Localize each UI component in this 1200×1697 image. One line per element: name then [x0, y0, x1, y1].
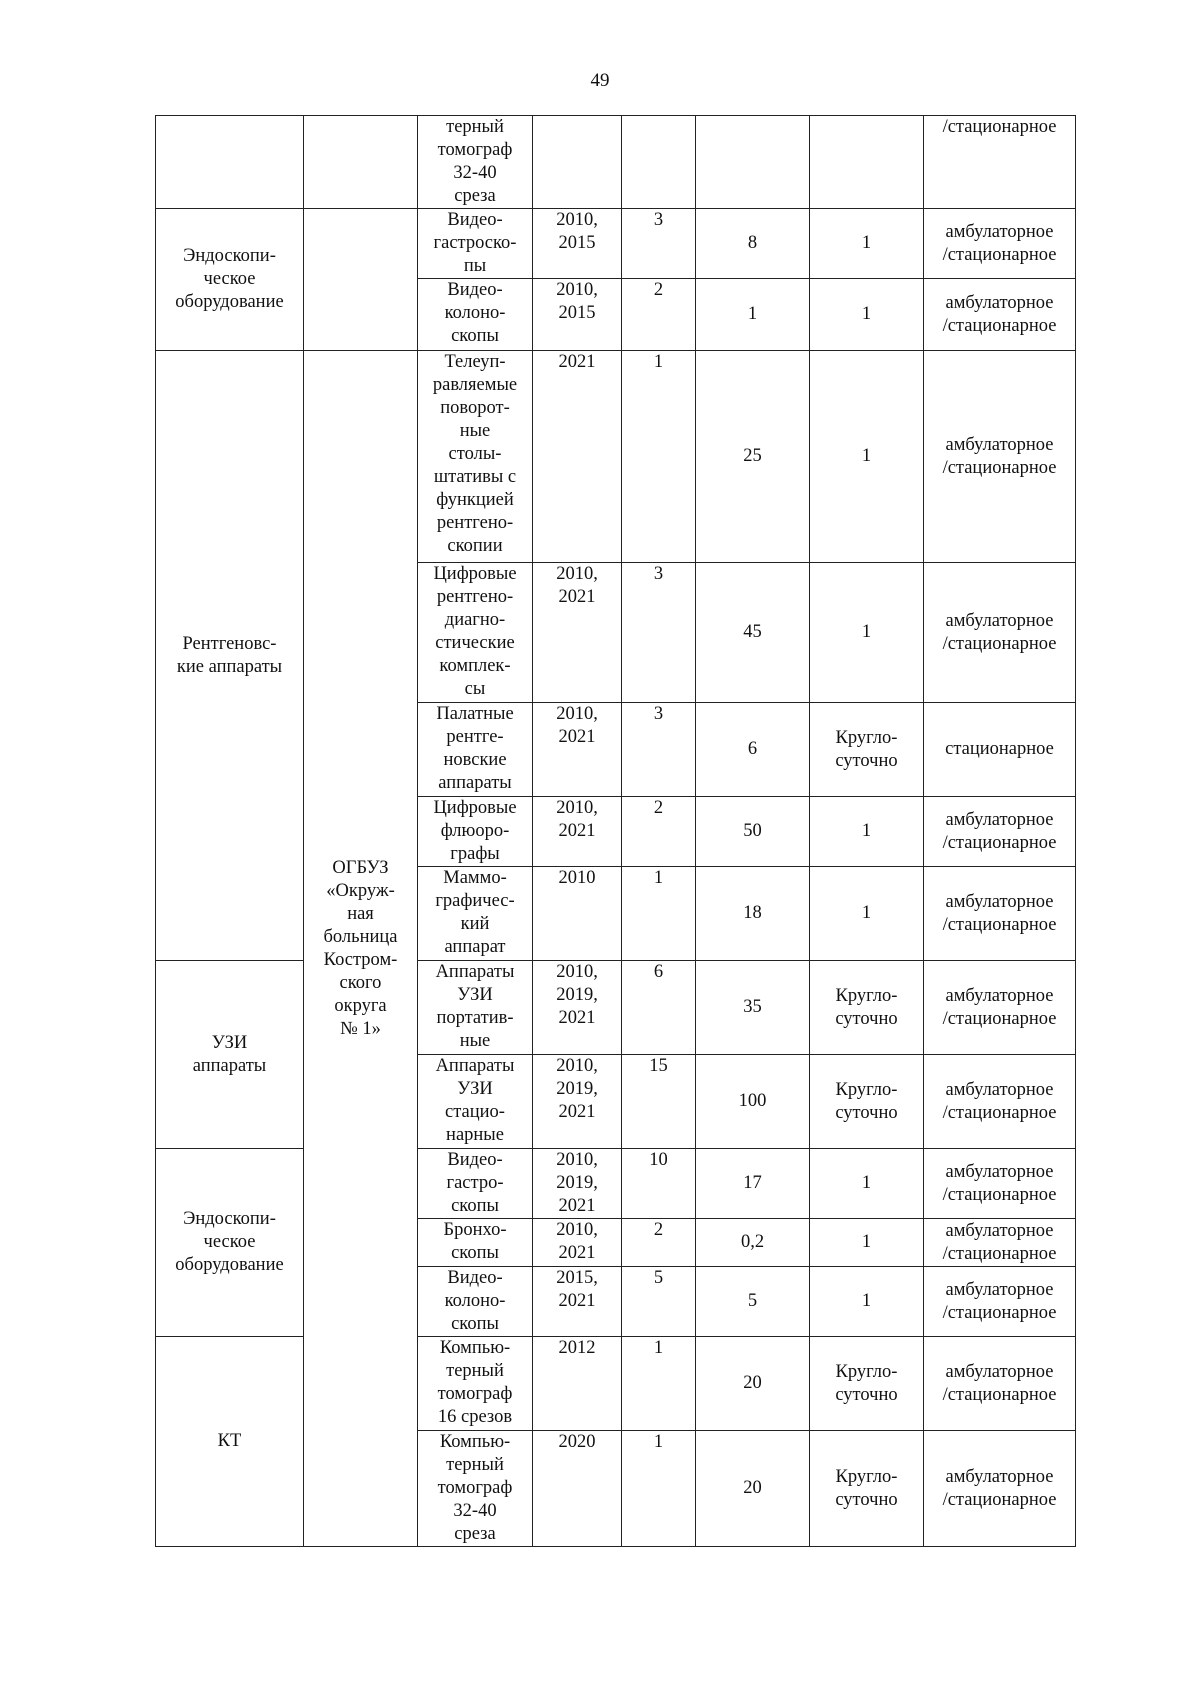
equipment-name: Цифровые флюоро- графы: [418, 797, 533, 867]
equipment-years: 2015, 2021: [533, 1267, 622, 1337]
equipment-load: 6: [696, 703, 810, 797]
equipment-name: Видео- гастро- скопы: [418, 1149, 533, 1219]
equipment-mode: амбулаторное /стационарное: [924, 209, 1076, 279]
equipment-load: 25: [696, 351, 810, 563]
equipment-count: 3: [622, 563, 696, 703]
table-row: [156, 209, 1076, 279]
equipment-load: 8: [696, 209, 810, 279]
equipment-mode: /стационарное: [924, 116, 1076, 209]
equipment-load: 45: [696, 563, 810, 703]
table-row: [156, 961, 1076, 1055]
equipment-load: 18: [696, 867, 810, 961]
equipment-name: Аппараты УЗИ портатив- ные: [418, 961, 533, 1055]
equipment-name: Видео- гастроско- пы: [418, 209, 533, 279]
equipment-mode: амбулаторное /стационарное: [924, 1149, 1076, 1219]
equipment-count: 2: [622, 1219, 696, 1267]
equipment-table: [155, 115, 1076, 1547]
equipment-count: 6: [622, 961, 696, 1055]
equipment-load: 100: [696, 1055, 810, 1149]
equipment-name: Цифровые рентгено- диагно- стические комплек- сы: [418, 563, 533, 703]
equipment-count: 2: [622, 797, 696, 867]
equipment-years: 2020: [533, 1431, 622, 1547]
group-endoscopy: Эндоскопи- ческое оборудование: [156, 1149, 304, 1337]
organization-cell-empty: [304, 116, 418, 209]
equipment-count: 15: [622, 1055, 696, 1149]
equipment-count: 1: [622, 1337, 696, 1431]
equipment-shift: 1: [810, 1267, 924, 1337]
equipment-shift: 1: [810, 797, 924, 867]
table-row: [156, 1337, 1076, 1431]
group-kt: КТ: [156, 1337, 304, 1547]
equipment-count: 1: [622, 1431, 696, 1547]
table-row: [156, 116, 1076, 209]
equipment-load: 17: [696, 1149, 810, 1219]
equipment-name: Видео- колоно- скопы: [418, 279, 533, 351]
equipment-years: 2010, 2015: [533, 279, 622, 351]
equipment-mode: амбулаторное /стационарное: [924, 961, 1076, 1055]
equipment-shift: 1: [810, 867, 924, 961]
equipment-years: 2010, 2021: [533, 797, 622, 867]
equipment-count: 3: [622, 703, 696, 797]
equipment-name: терный томограф 32-40 среза: [418, 116, 533, 209]
equipment-years: 2010: [533, 867, 622, 961]
equipment-mode: амбулаторное /стационарное: [924, 1219, 1076, 1267]
equipment-load: 20: [696, 1431, 810, 1547]
equipment-shift: Кругло- суточно: [810, 1431, 924, 1547]
group-endoscopy: Эндоскопи- ческое оборудование: [156, 209, 304, 351]
equipment-count: [622, 116, 696, 209]
equipment-load: [696, 116, 810, 209]
equipment-count: 5: [622, 1267, 696, 1337]
equipment-name: Компью- терный томограф 32-40 среза: [418, 1431, 533, 1547]
equipment-years: 2010, 2021: [533, 563, 622, 703]
equipment-name: Палатные рентге- новские аппараты: [418, 703, 533, 797]
equipment-years: 2021: [533, 351, 622, 563]
group-xray: Рентгеновс- кие аппараты: [156, 351, 304, 961]
equipment-name: Бронхо- скопы: [418, 1219, 533, 1267]
equipment-shift: 1: [810, 279, 924, 351]
equipment-name: Компью- терный томограф 16 срезов: [418, 1337, 533, 1431]
equipment-name: Аппараты УЗИ стацио- нарные: [418, 1055, 533, 1149]
equipment-shift: 1: [810, 1219, 924, 1267]
equipment-years: 2010, 2019, 2021: [533, 1055, 622, 1149]
equipment-mode: амбулаторное /стационарное: [924, 1055, 1076, 1149]
equipment-years: 2010, 2019, 2021: [533, 1149, 622, 1219]
equipment-years: [533, 116, 622, 209]
equipment-count: 3: [622, 209, 696, 279]
equipment-load: 20: [696, 1337, 810, 1431]
equipment-shift: Кругло- суточно: [810, 703, 924, 797]
equipment-years: 2010, 2021: [533, 703, 622, 797]
group-uzi: УЗИ аппараты: [156, 961, 304, 1149]
equipment-name: Маммо- графичес- кий аппарат: [418, 867, 533, 961]
equipment-count: 1: [622, 351, 696, 563]
equipment-years: 2010, 2019, 2021: [533, 961, 622, 1055]
equipment-load: 35: [696, 961, 810, 1055]
equipment-shift: 1: [810, 563, 924, 703]
equipment-years: 2012: [533, 1337, 622, 1431]
equipment-shift: [810, 116, 924, 209]
equipment-mode: амбулаторное /стационарное: [924, 797, 1076, 867]
equipment-shift: 1: [810, 351, 924, 563]
equipment-name: Видео- колоно- скопы: [418, 1267, 533, 1337]
equipment-mode: амбулаторное /стационарное: [924, 279, 1076, 351]
equipment-load: 50: [696, 797, 810, 867]
equipment-name: Телеуп- равляемые поворот- ные столы- штативы с функцией рентгено- скопии: [418, 351, 533, 563]
equipment-load: 1: [696, 279, 810, 351]
page-number: 49: [590, 70, 610, 91]
equipment-shift: Кругло- суточно: [810, 1055, 924, 1149]
equipment-count: 2: [622, 279, 696, 351]
equipment-mode: амбулаторное /стационарное: [924, 1337, 1076, 1431]
equipment-mode: стационарное: [924, 703, 1076, 797]
equipment-count: 10: [622, 1149, 696, 1219]
equipment-load: 5: [696, 1267, 810, 1337]
equipment-years: 2010, 2021: [533, 1219, 622, 1267]
equipment-years: 2010, 2015: [533, 209, 622, 279]
equipment-mode: амбулаторное /стационарное: [924, 351, 1076, 563]
table-row: [156, 1149, 1076, 1219]
equipment-shift: Кругло- суточно: [810, 961, 924, 1055]
equipment-mode: амбулаторное /стационарное: [924, 1431, 1076, 1547]
group-cell-empty: [156, 116, 304, 209]
equipment-load: 0,2: [696, 1219, 810, 1267]
organization-cell-empty: [304, 209, 418, 351]
organization-name: ОГБУЗ «Окруж- ная больница Костром- ского округа № 1»: [304, 351, 418, 1547]
table-row: [156, 351, 1076, 563]
equipment-mode: амбулаторное /стационарное: [924, 867, 1076, 961]
equipment-mode: амбулаторное /стационарное: [924, 563, 1076, 703]
equipment-shift: 1: [810, 209, 924, 279]
equipment-mode: амбулаторное /стационарное: [924, 1267, 1076, 1337]
equipment-shift: Кругло- суточно: [810, 1337, 924, 1431]
equipment-shift: 1: [810, 1149, 924, 1219]
equipment-count: 1: [622, 867, 696, 961]
